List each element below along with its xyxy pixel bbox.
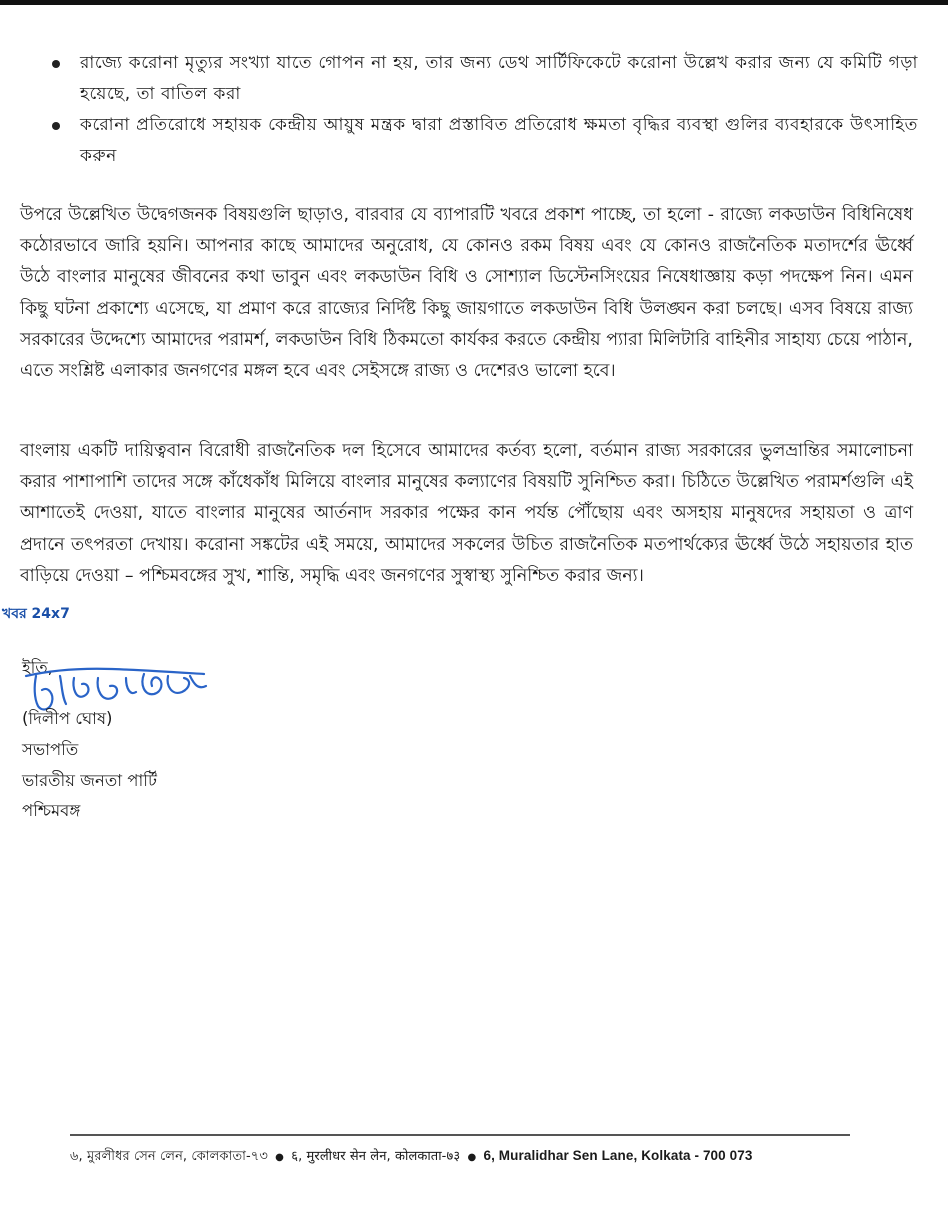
address-bengali: ৬, মুরলীধর সেন লেন, কোলকাতা-৭৩ bbox=[70, 1149, 268, 1164]
list-item bbox=[48, 110, 918, 172]
watermark-logo: খবর 24x7 bbox=[2, 606, 70, 622]
state-name: পশ্চিমবঙ্গ bbox=[22, 801, 81, 820]
signatory-name: (দিলীপ ঘোষ) bbox=[22, 709, 113, 728]
body-paragraph: বাংলায় একটি দায়িত্ববান বিরোধী রাজনৈতিক দল হিসেবে আমাদের কর্তব্য হলো, বর্তমান রাজ্য সরকারের ভুলভ্রান্তির সমালোচনা করার পাশাপাশি তাদের সঙ্গে কাঁধেকাঁধ মিলিয়ে বাংলার মানুষের কল্যাণের বিষয়টি সুনিশ্চিত করা। চিঠিতে উল্লেখিত পরামর্শগুলি এই আশাতেই দেওয়া, যাতে বাংলার মানুষের আর্তনাদ সরকার পক্ষের কান পর্যন্ত পৌঁছোয় এবং অসহায় মানুষদের সহায়তা ও ত্রাণ প্রদানে তৎপরতা দেখায়। করোনা সঙ্কটের এই সময়ে, আমাদের সকলের উচিত রাজনৈতিক মতপার্থক্যের ঊর্ধ্বে উঠে সহায়তার হাত বাড়িয়ে দেওয়া – পশ্চিমবঙ্গের সুখ, শান্তি, সমৃদ্ধি এবং জনগণের সুস্বাস্থ্য সুনিশ্চিত করার জন্য। bbox=[20, 441, 913, 586]
list-item-text: করোনা প্রতিরোধে সহায়ক কেন্দ্রীয় আয়ুষ মন্ত্রক দ্বারা প্রস্তাবিত প্রতিরোধ ক্ষমতা বৃদ্ধির ব্যবস্থা গুলির ব্যবহারকে উৎসাহিত করুন bbox=[80, 115, 918, 166]
demands-list bbox=[48, 48, 918, 172]
separator-icon: ● bbox=[275, 1152, 284, 1163]
list-item bbox=[48, 48, 918, 110]
signatory-title: সভাপতি bbox=[22, 740, 79, 759]
footer-divider bbox=[70, 1134, 850, 1136]
bullet-icon bbox=[52, 60, 60, 68]
address-hindi: ६, मुरलीधर सेन लेन, कोलकाता-७३ bbox=[291, 1149, 461, 1164]
bullet-icon bbox=[52, 122, 60, 130]
list-item-text: রাজ্যে করোনা মৃত্যুর সংখ্যা যাতে গোপন না হয়, তার জন্য ডেথ সার্টিফিকেটে করোনা উল্লেখ করার জন্য যে কমিটি গড়া হয়েছে, তা বাতিল করা bbox=[80, 53, 918, 104]
footer-address bbox=[70, 1146, 870, 1168]
separator-icon: ● bbox=[467, 1152, 477, 1163]
party-name: ভারতীয় জনতা পার্টি bbox=[22, 771, 157, 790]
body-paragraph: উপরে উল্লেখিত উদ্বেগজনক বিষয়গুলি ছাড়াও, বারবার যে ব্যাপারটি খবরে প্রকাশ পাচ্ছে, তা হলো - রাজ্যে লকডাউন বিধিনিষেধ কঠোরভাবে জারি হয়নি। আপনার কাছে আমাদের অনুরোধ, যে কোনও রকম বিষয় এবং যে কোনও রাজনৈতিক মতাদর্শের ঊর্ধ্বে উঠে বাংলার মানুষের জীবনের কথা ভাবুন এবং লকডাউন বিধি ও সোশ্যাল ডিস্টেনসিংয়ের নিষেধাজ্ঞায় কড়া পদক্ষেপ নিন। এমন কিছু ঘটনা প্রকাশ্যে এসেছে, যা প্রমাণ করে রাজ্যের নির্দিষ্ট কিছু জায়গাতে লকডাউন বিধি উলঙ্ঘন করা চলছে। এসব বিষয়ে রাজ্য সরকারের উদ্দেশ্যে আমাদের পরামর্শ, লকডাউন বিধি ঠিকমতো কার্যকর করতে কেন্দ্রীয় প্যারা মিলিটারি বাহিনীর সাহায্য চেয়ে পাঠান, এতে সংশ্লিষ্ট এলাকার জনগণের মঙ্গল হবে এবং সেইসঙ্গে রাজ্য ও দেশেরও ভালো হবে। bbox=[20, 205, 913, 382]
address-english: 6, Muralidhar Sen Lane, Kolkata - 700 073 bbox=[483, 1148, 753, 1163]
top-border bbox=[0, 0, 948, 5]
signoff: ইতি, bbox=[22, 658, 53, 677]
